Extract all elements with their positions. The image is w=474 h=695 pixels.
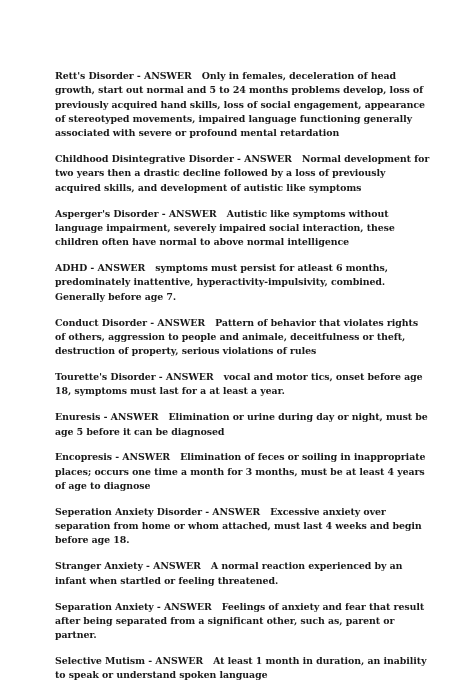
entry-term: Childhood Disintegrative Disorder - ANSWER bbox=[55, 154, 292, 166]
list-item bbox=[55, 655, 430, 684]
list-item bbox=[55, 371, 430, 400]
entry-term: Seperation Anxiety Disorder - ANSWER bbox=[55, 506, 261, 518]
entry-definition: Autistic like symptoms without language impairment, severely impaired social interaction, these children often have normal to above normal intelligence bbox=[55, 208, 395, 249]
entry-term: Rett's Disorder - ANSWER bbox=[55, 71, 192, 82]
entry-definition: vocal and motor tics, onset before age 18, symptoms must last for a at least a year. bbox=[55, 372, 423, 398]
entry-definition: symptoms must persist for atleast 6 months, predominately inattentive, hyperactivity-impulsivity, combined. Generally before age 7. bbox=[55, 263, 388, 303]
entry-definition: Feelings of anxiety and fear that result after being separated from a significant other, such as, parent or partner. bbox=[55, 601, 425, 642]
entry-definition: At least 1 month in duration, an inability to speak or understand spoken language bbox=[55, 656, 427, 682]
entry-definition: Excessive anxiety over separation from home or whom attached, must last 4 weeks and begin before age 18. bbox=[55, 506, 422, 547]
list-item bbox=[55, 601, 430, 644]
entry-term: ADHD - ANSWER bbox=[55, 263, 146, 275]
entry-definition: A normal reaction experienced by an infant when startled or feeling threatened. bbox=[55, 561, 403, 587]
entry-term: Asperger's Disorder - ANSWER bbox=[55, 208, 217, 220]
entry-term: Encopresis - ANSWER bbox=[55, 452, 171, 464]
entry-term: Tourette's Disorder - ANSWER bbox=[55, 372, 214, 384]
entry-definition: Pattern of behavior that violates rights of others, aggression to people and animale, deceitfulness or theft, destruction of property, serious violations of rules bbox=[55, 317, 419, 358]
entry-definition: Elimination of feces or soiling in inappropriate places; occurs one time a month for 3 months, must be at least 4 years of age to diagnose bbox=[55, 452, 426, 492]
list-item bbox=[55, 153, 430, 196]
entry-definition: Normal development for two years then a drastic decline followed by a loss of previously acquired skills, and development of autistic like symptoms bbox=[55, 154, 430, 194]
list-item bbox=[55, 262, 430, 305]
list-item bbox=[55, 506, 430, 549]
entry-term: Stranger Anxiety - ANSWER bbox=[55, 561, 201, 573]
entry-term: Separation Anxiety - ANSWER bbox=[55, 601, 212, 613]
list-item bbox=[55, 560, 430, 589]
list-item bbox=[55, 70, 430, 141]
flashcard-list bbox=[55, 70, 430, 695]
entry-term: Conduct Disorder - ANSWER bbox=[55, 317, 206, 329]
list-item bbox=[55, 451, 430, 494]
list-item bbox=[55, 317, 430, 360]
entry-definition: Only in females, deceleration of head growth, start out normal and 5 to 24 months problems develop, loss of previously acquired hand skills, loss of social engagement, appearance of stereotyped movements, impaired language functioning generally associated with severe or profound mental retardation bbox=[55, 71, 425, 140]
list-item bbox=[55, 411, 430, 440]
entry-term: Selective Mutism - ANSWER bbox=[55, 656, 204, 668]
entry-term: Enuresis - ANSWER bbox=[55, 412, 159, 424]
entry-definition: Elimination or urine during day or night, must be age 5 before it can be diagnosed bbox=[55, 412, 428, 438]
list-item bbox=[55, 208, 430, 251]
